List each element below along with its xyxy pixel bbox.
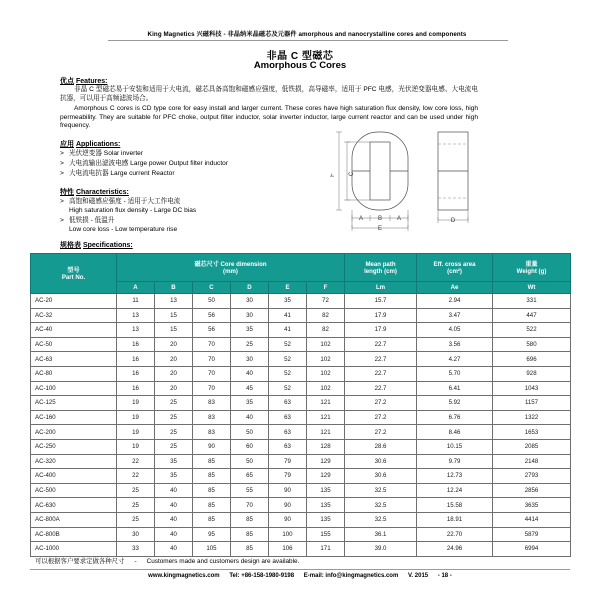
cell-part-no: AC-1000	[31, 542, 117, 557]
cell-part-no: AC-32	[31, 308, 117, 323]
cell-wt: 5879	[493, 527, 571, 542]
cell-lm: 17.9	[345, 323, 417, 338]
applications-heading	[60, 139, 120, 149]
cell-ae: 3.47	[417, 308, 493, 323]
cell-a: 19	[117, 425, 155, 440]
cell-ae: 8.46	[417, 425, 493, 440]
cell-c: 85	[193, 512, 231, 527]
bullet-arrow-icon: >	[60, 150, 64, 157]
col-header-wt: Wt	[493, 282, 571, 294]
col-header-weight-cn: 重量	[525, 260, 538, 268]
features-paragraph-en: Amorphous C cores is CD type core for easy install and larger current. These cores have high saturation flux density, low core loss, high permeability. They are suitable for PFC choke, output filter inductor, solar inverter inductor, large current reactor and can be used under high frequency.	[60, 105, 478, 130]
cell-d: 30	[231, 352, 269, 367]
col-header-eff-cross-area	[417, 254, 493, 282]
cell-e: 63	[269, 410, 307, 425]
cell-c: 56	[193, 308, 231, 323]
cell-c: 50	[193, 294, 231, 309]
col-header-weight	[493, 254, 571, 282]
specifications-table-body	[31, 294, 571, 557]
col-header-d: D	[231, 282, 269, 294]
cell-ae: 4.27	[417, 352, 493, 367]
applications-item	[60, 160, 228, 169]
cell-f: 72	[307, 294, 345, 309]
cell-f: 128	[307, 439, 345, 454]
applications-item	[60, 170, 175, 179]
cell-a: 13	[117, 308, 155, 323]
cell-lm: 17.9	[345, 308, 417, 323]
characteristics-heading-cn: 特性	[60, 189, 74, 196]
table-row	[31, 323, 571, 338]
cell-a: 25	[117, 498, 155, 513]
table-row	[31, 381, 571, 396]
cell-b: 25	[155, 439, 193, 454]
col-header-ae: Ae	[417, 282, 493, 294]
cell-e: 90	[269, 512, 307, 527]
specifications-heading-cn: 规格表	[60, 242, 81, 249]
cell-lm: 22.7	[345, 352, 417, 367]
dim-label-e: E	[377, 226, 383, 232]
cell-c: 83	[193, 410, 231, 425]
cell-d: 30	[231, 294, 269, 309]
cell-part-no: AC-630	[31, 498, 117, 513]
cell-b: 20	[155, 381, 193, 396]
cell-c: 85	[193, 498, 231, 513]
cell-b: 25	[155, 410, 193, 425]
bullet-arrow-icon: >	[60, 198, 64, 205]
cell-a: 25	[117, 483, 155, 498]
cell-a: 19	[117, 439, 155, 454]
cell-e: 106	[269, 542, 307, 557]
header-divider	[108, 40, 508, 41]
characteristics-heading	[60, 187, 129, 197]
cell-c: 95	[193, 527, 231, 542]
bullet-arrow-icon: >	[60, 217, 64, 224]
cell-wt: 928	[493, 366, 571, 381]
dim-label-c: C	[349, 171, 355, 177]
cell-d: 60	[231, 439, 269, 454]
cell-f: 155	[307, 527, 345, 542]
cell-lm: 27.2	[345, 410, 417, 425]
table-row	[31, 425, 571, 440]
cell-c: 70	[193, 381, 231, 396]
footer-email[interactable]: E-mail: info@kingmagnetics.com	[303, 573, 399, 579]
cell-d: 85	[231, 512, 269, 527]
table-row	[31, 498, 571, 513]
cell-a: 25	[117, 512, 155, 527]
cell-wt: 1653	[493, 425, 571, 440]
cell-b: 20	[155, 366, 193, 381]
cell-e: 100	[269, 527, 307, 542]
cell-part-no: AC-800A	[31, 512, 117, 527]
cell-c: 90	[193, 439, 231, 454]
cell-f: 135	[307, 498, 345, 513]
cell-part-no: AC-50	[31, 337, 117, 352]
specifications-table	[30, 253, 571, 557]
characteristics-heading-en: Characteristics:	[75, 189, 129, 196]
cell-b: 20	[155, 352, 193, 367]
cell-f: 102	[307, 366, 345, 381]
cell-f: 129	[307, 469, 345, 484]
cell-a: 16	[117, 337, 155, 352]
page-title-en: Amorphous C Cores	[253, 60, 347, 71]
cell-d: 35	[231, 396, 269, 411]
cell-a: 30	[117, 527, 155, 542]
col-header-core-dimension-cn: 磁芯尺寸	[194, 260, 219, 268]
cell-wt: 6994	[493, 542, 571, 557]
cell-d: 85	[231, 527, 269, 542]
cell-d: 55	[231, 483, 269, 498]
col-header-b: B	[155, 282, 193, 294]
table-row	[31, 469, 571, 484]
cell-ae: 2.94	[417, 294, 493, 309]
table-row	[31, 512, 571, 527]
cell-lm: 30.6	[345, 454, 417, 469]
cell-d: 50	[231, 425, 269, 440]
page-title-cn: 非晶 C 型磁芯	[266, 51, 334, 62]
cell-part-no: AC-80	[31, 366, 117, 381]
characteristics-item-en: Low core loss - Low temperature rise	[69, 226, 178, 233]
col-header-part-no-en: Part No.	[61, 273, 86, 281]
characteristics-item	[60, 217, 114, 226]
cell-d: 35	[231, 323, 269, 338]
cell-b: 40	[155, 498, 193, 513]
cell-ae: 15.58	[417, 498, 493, 513]
cell-b: 40	[155, 483, 193, 498]
cell-part-no: AC-320	[31, 454, 117, 469]
cell-f: 102	[307, 381, 345, 396]
cell-lm: 22.7	[345, 337, 417, 352]
cell-ae: 12.24	[417, 483, 493, 498]
cell-part-no: AC-250	[31, 439, 117, 454]
cell-f: 121	[307, 396, 345, 411]
features-heading-cn: 优点	[60, 78, 74, 85]
cell-a: 16	[117, 366, 155, 381]
cell-c: 85	[193, 483, 231, 498]
applications-heading-cn: 应用	[60, 141, 74, 148]
cell-lm: 30.6	[345, 469, 417, 484]
applications-item	[60, 150, 143, 159]
col-header-lm: Lm	[345, 282, 417, 294]
custom-order-note-cn: 可以根据客户要求定做各种尺寸	[35, 558, 125, 565]
cell-c: 56	[193, 323, 231, 338]
cell-e: 52	[269, 352, 307, 367]
cell-wt: 696	[493, 352, 571, 367]
cell-ae: 10.15	[417, 439, 493, 454]
cell-ae: 18.91	[417, 512, 493, 527]
footer-website[interactable]: www.kingmagnetics.com	[148, 573, 220, 579]
cell-a: 19	[117, 396, 155, 411]
cell-b: 35	[155, 454, 193, 469]
cell-f: 121	[307, 425, 345, 440]
cell-e: 41	[269, 308, 307, 323]
cell-wt: 3635	[493, 498, 571, 513]
cell-wt: 2793	[493, 469, 571, 484]
cell-part-no: AC-200	[31, 425, 117, 440]
applications-item-label: 光伏逆变器 Solar inverter	[69, 150, 144, 157]
cell-ae: 3.56	[417, 337, 493, 352]
cell-b: 40	[155, 542, 193, 557]
specifications-heading-en: Specifications:	[82, 242, 133, 249]
cell-part-no: AC-500	[31, 483, 117, 498]
dim-label-a-left: A	[358, 216, 364, 222]
cell-lm: 27.2	[345, 396, 417, 411]
running-header	[112, 29, 502, 38]
characteristics-item-en-line	[69, 207, 196, 216]
cell-e: 52	[269, 337, 307, 352]
col-header-a: A	[117, 282, 155, 294]
cell-c: 83	[193, 396, 231, 411]
cell-lm: 32.5	[345, 498, 417, 513]
cell-lm: 28.6	[345, 439, 417, 454]
cell-part-no: AC-800B	[31, 527, 117, 542]
table-row	[31, 396, 571, 411]
col-header-eff-area-line2: (cm²)	[447, 267, 462, 275]
cell-lm: 32.5	[345, 483, 417, 498]
cell-a: 16	[117, 381, 155, 396]
col-header-eff-area-line1: Eff. cross area	[433, 260, 476, 268]
cell-ae: 6.41	[417, 381, 493, 396]
core-dimension-drawing	[330, 128, 520, 240]
table-row	[31, 308, 571, 323]
cell-f: 102	[307, 337, 345, 352]
cell-lm: 22.7	[345, 381, 417, 396]
cell-part-no: AC-20	[31, 294, 117, 309]
cell-d: 30	[231, 308, 269, 323]
cell-wt: 2148	[493, 454, 571, 469]
bullet-arrow-icon: >	[60, 170, 64, 177]
col-header-e: E	[269, 282, 307, 294]
dim-label-a-right: A	[396, 216, 402, 222]
cell-b: 20	[155, 337, 193, 352]
cell-wt: 2085	[493, 439, 571, 454]
cell-a: 22	[117, 454, 155, 469]
cell-f: 129	[307, 454, 345, 469]
cell-b: 15	[155, 308, 193, 323]
cell-ae: 6.76	[417, 410, 493, 425]
col-header-core-dimension-en: Core dimension	[220, 260, 267, 268]
dim-label-b: B	[377, 216, 383, 222]
cell-wt: 1043	[493, 381, 571, 396]
specifications-heading	[60, 240, 133, 250]
dim-label-f: F	[330, 173, 336, 177]
table-row	[31, 294, 571, 309]
cell-d: 70	[231, 498, 269, 513]
running-header-tagline-cn: 非晶纳米晶磁芯及元器件	[227, 31, 297, 38]
cell-a: 19	[117, 410, 155, 425]
custom-order-note	[35, 556, 299, 565]
applications-heading-en: Applications:	[75, 141, 121, 148]
cell-d: 40	[231, 366, 269, 381]
cell-lm: 15.7	[345, 294, 417, 309]
cell-d: 40	[231, 410, 269, 425]
cell-d: 45	[231, 381, 269, 396]
page-footer	[0, 573, 600, 579]
table-row	[31, 454, 571, 469]
cell-part-no: AC-100	[31, 381, 117, 396]
running-header-separator: -	[223, 31, 226, 38]
cell-wt: 522	[493, 323, 571, 338]
features-heading	[60, 76, 107, 86]
footer-divider	[30, 569, 570, 570]
cell-e: 52	[269, 381, 307, 396]
col-header-mean-path-line1: Mean path	[365, 260, 396, 268]
col-header-core-dimension-line1	[117, 261, 344, 268]
cell-c: 70	[193, 366, 231, 381]
table-header-row-1	[31, 254, 571, 282]
custom-order-note-en: Customers made and customers design are available.	[146, 558, 300, 565]
cell-e: 63	[269, 425, 307, 440]
cell-e: 41	[269, 323, 307, 338]
cell-lm: 36.1	[345, 527, 417, 542]
cell-b: 13	[155, 294, 193, 309]
cell-b: 25	[155, 396, 193, 411]
cell-wt: 2856	[493, 483, 571, 498]
footer-version: V. 2015	[407, 573, 429, 579]
core-window	[370, 142, 390, 200]
cell-part-no: AC-400	[31, 469, 117, 484]
footer-tel: Tel: +86-158-1980-9198	[229, 573, 295, 579]
footer-page-number: - 18 -	[437, 573, 452, 579]
cell-part-no: AC-125	[31, 396, 117, 411]
characteristics-item-cn: 低铁损 - 低温升	[69, 217, 115, 224]
cell-e: 52	[269, 366, 307, 381]
dim-label-d: D	[450, 218, 456, 224]
table-row	[31, 352, 571, 367]
features-heading-en: Features:	[75, 78, 108, 85]
cell-ae: 4.05	[417, 323, 493, 338]
cell-wt: 4414	[493, 512, 571, 527]
characteristics-item-en-line	[69, 226, 177, 235]
col-header-c: C	[193, 282, 231, 294]
cell-a: 22	[117, 469, 155, 484]
cell-wt: 1322	[493, 410, 571, 425]
cell-e: 90	[269, 498, 307, 513]
cell-part-no: AC-160	[31, 410, 117, 425]
cell-f: 102	[307, 352, 345, 367]
cell-part-no: AC-40	[31, 323, 117, 338]
col-header-weight-en: Weight (g)	[516, 267, 547, 275]
cell-part-no: AC-63	[31, 352, 117, 367]
cell-a: 16	[117, 352, 155, 367]
table-row	[31, 410, 571, 425]
cell-e: 35	[269, 294, 307, 309]
running-header-tagline-en: amorphous and nanocrystalline cores and components	[298, 31, 467, 38]
cell-lm: 39.0	[345, 542, 417, 557]
col-header-part-no-cn: 型号	[67, 266, 80, 274]
cell-f: 135	[307, 483, 345, 498]
applications-item-label: 大电流输出滤波电感 Large power Output filter inductor	[69, 160, 229, 167]
cell-c: 85	[193, 454, 231, 469]
cell-ae: 9.79	[417, 454, 493, 469]
cell-ae: 12.73	[417, 469, 493, 484]
cell-b: 40	[155, 527, 193, 542]
cell-lm: 22.7	[345, 366, 417, 381]
cell-f: 82	[307, 308, 345, 323]
cell-a: 13	[117, 323, 155, 338]
table-row	[31, 483, 571, 498]
custom-order-note-dash: -	[134, 558, 137, 565]
characteristics-item-cn: 高饱和磁感应强度 - 适用于大工作电流	[69, 198, 181, 205]
col-header-core-dimension	[117, 254, 345, 282]
table-row	[31, 527, 571, 542]
cell-c: 83	[193, 425, 231, 440]
cell-b: 40	[155, 512, 193, 527]
cell-c: 85	[193, 469, 231, 484]
col-header-part-no	[31, 254, 117, 294]
cell-e: 79	[269, 454, 307, 469]
col-header-core-dimension-unit: (mm)	[223, 267, 238, 275]
cell-d: 50	[231, 454, 269, 469]
cell-lm: 32.5	[345, 512, 417, 527]
table-row	[31, 542, 571, 557]
cell-wt: 1157	[493, 396, 571, 411]
characteristics-item	[60, 198, 180, 207]
features-paragraph-cn: 非晶 C 型磁芯易于安装和适用于大电流，磁芯具备高饱和磁感应强度，低铁损，高导磁率，适用于 PFC 电感，光伏逆变器电感、大电流电抗器，可以用于高频滤波场合。	[60, 86, 478, 102]
cell-e: 79	[269, 469, 307, 484]
cell-f: 135	[307, 512, 345, 527]
cell-f: 121	[307, 410, 345, 425]
bullet-arrow-icon: >	[60, 160, 64, 167]
cell-b: 35	[155, 469, 193, 484]
cell-e: 90	[269, 483, 307, 498]
cell-wt: 580	[493, 337, 571, 352]
cell-a: 33	[117, 542, 155, 557]
cell-d: 25	[231, 337, 269, 352]
col-header-mean-path-length	[345, 254, 417, 282]
table-row	[31, 337, 571, 352]
col-header-f: F	[307, 282, 345, 294]
cell-b: 25	[155, 425, 193, 440]
table-row	[31, 366, 571, 381]
col-header-mean-path-line2: length (cm)	[364, 267, 397, 275]
cell-c: 105	[193, 542, 231, 557]
cell-ae: 22.70	[417, 527, 493, 542]
cell-d: 65	[231, 469, 269, 484]
cell-ae: 5.92	[417, 396, 493, 411]
cell-wt: 447	[493, 308, 571, 323]
core-drawing-svg	[330, 128, 520, 240]
cell-e: 63	[269, 396, 307, 411]
cell-a: 11	[117, 294, 155, 309]
cell-f: 82	[307, 323, 345, 338]
cell-e: 63	[269, 439, 307, 454]
cell-ae: 24.96	[417, 542, 493, 557]
cell-f: 171	[307, 542, 345, 557]
cell-b: 15	[155, 323, 193, 338]
cell-ae: 5.70	[417, 366, 493, 381]
applications-item-label: 大电流电抗器 Large current Reactor	[69, 170, 175, 177]
table-row	[31, 439, 571, 454]
cell-c: 70	[193, 337, 231, 352]
cell-lm: 27.2	[345, 425, 417, 440]
cell-wt: 331	[493, 294, 571, 309]
running-header-brand: King Magnetics 兴磁科技	[147, 31, 222, 38]
cell-c: 70	[193, 352, 231, 367]
characteristics-item-en: High saturation flux density - Large DC bias	[69, 207, 197, 214]
cell-d: 85	[231, 542, 269, 557]
